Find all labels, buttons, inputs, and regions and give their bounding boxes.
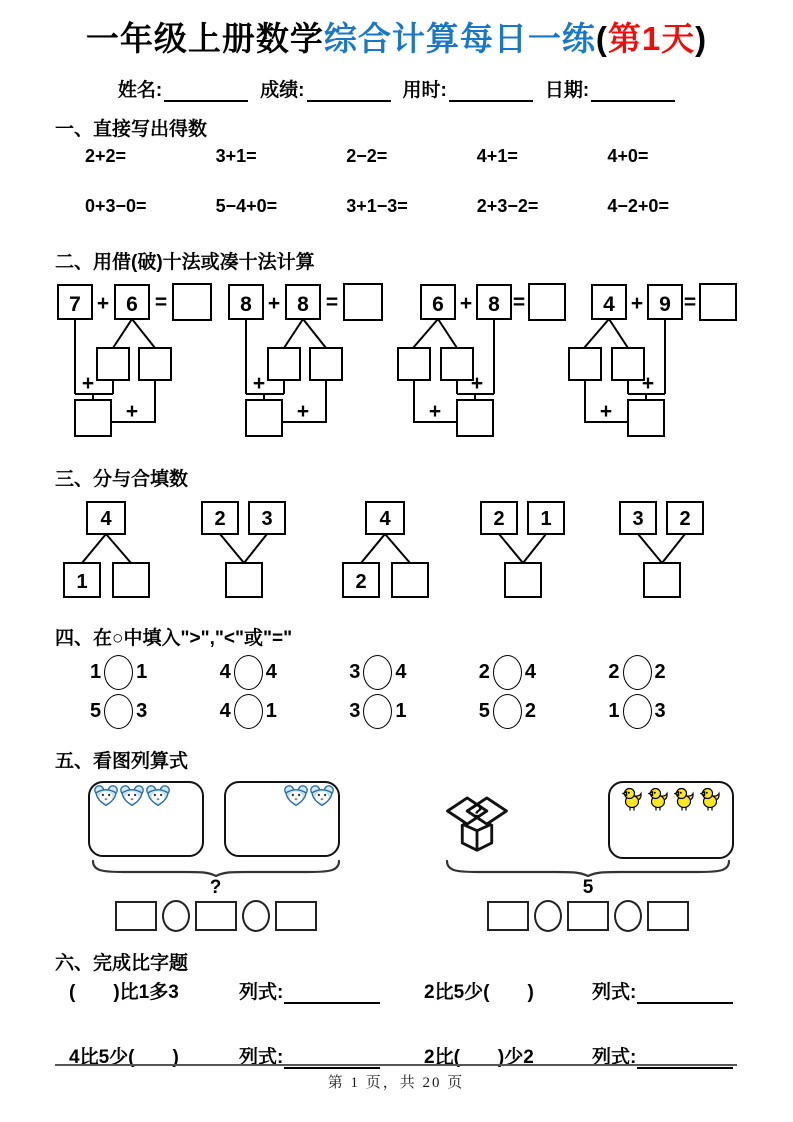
plus-sign: + [630,291,644,315]
sum-box [246,400,282,436]
equation-field [239,977,424,1004]
name-blank [164,80,248,102]
answer-box [113,563,149,597]
equation-operator-circle [614,900,642,932]
right-number: 1 [265,699,277,722]
title-paren-open: ( [595,20,608,57]
sum-box [628,400,664,436]
left-number: 5 [478,699,490,722]
chick-icon [700,787,720,811]
expression: 4+0= [607,145,649,166]
section5-heading: 五、看图列算式 [55,750,189,772]
answer-circle [104,694,133,729]
split-box [612,348,644,380]
section3-diagrams [55,499,738,601]
compare-question: 2比( )少2 [424,1046,534,1068]
chick-icon [648,787,668,811]
split-box [310,348,342,380]
comparison-item [479,654,609,691]
top-right-number: 2 [679,507,691,530]
plus-sign: + [96,291,110,315]
answer-box [226,563,262,597]
combine-lines [638,534,685,563]
left-number: 1 [608,699,620,722]
left-number: 2 [608,660,620,683]
lieshi-blank [637,984,733,1004]
date-blank [591,80,675,102]
addend-b: 8 [488,292,500,316]
equals-sign: = [325,290,339,314]
box-question-mark: ? [471,800,483,823]
section4-row-1 [55,654,738,691]
equation-operator-circle [162,900,190,932]
page-number: 第 1 页，共 20 页 [327,1075,465,1091]
compare-question: 4比5少( ) [69,1046,179,1068]
lieshi-label: 列式: [592,1046,637,1068]
expression: 0+3−0= [85,195,147,216]
section2-heading: 二、用借(破)十法或凑十法计算 [55,251,315,273]
compare-question: ( )比1多3 [69,981,179,1003]
mouse-icon [119,785,145,807]
brace-label: 5 [582,876,594,898]
date-label: 日期: [544,79,590,101]
section1-row-2 [55,196,738,217]
right-number: 1 [395,699,407,722]
equals-sign: = [512,290,526,314]
addend-b: 9 [659,292,671,316]
combine-diagram-1 [195,499,300,601]
split-lines [361,534,410,563]
addend-a: 8 [240,292,252,316]
picture-problem-chicks [442,781,734,932]
right-number: 2 [654,660,666,683]
bottom-left-number: 2 [355,570,367,593]
split-box [139,348,171,380]
comparison-item [608,693,738,730]
top-right-number: 1 [539,507,552,530]
score-field [260,75,390,102]
answer-circle [363,655,392,690]
answer-box [173,284,211,320]
mice-box-2 [224,781,340,857]
right-number: 4 [524,660,537,683]
combine-lines [499,534,546,563]
curly-brace-icon [444,859,732,877]
section4-heading: 四、在○中填入">","<"或"=" [55,627,293,649]
section5-pictures [55,781,738,932]
chick-icon [622,787,642,811]
section4-row-2 [55,693,738,730]
top-left-number: 2 [213,507,226,530]
equation-number-box [275,901,317,931]
answer-circle [234,655,263,690]
brace [442,859,734,877]
expression: 5−4+0= [215,195,278,216]
sum-box [457,400,493,436]
right-number: 2 [524,699,537,722]
split-diagram-1 [55,499,160,601]
lieshi-label: 列式: [239,981,284,1003]
bottom-left-number: 1 [76,570,88,593]
title-red-day: 第1天 [607,20,696,57]
plus-sign: + [296,399,310,423]
time-label: 用时: [402,79,447,101]
combine-diagram-3 [613,499,718,601]
chick-box [608,781,734,859]
compare-question: 2比5少( ) [424,981,534,1003]
method-diagram-1 [55,282,225,442]
right-number: 4 [395,660,407,683]
info-line [55,75,738,102]
comparison-item [220,654,350,691]
answer-circle [104,655,133,690]
mouse-icon [93,785,119,807]
chick-icon [674,787,694,811]
picture-problem-mice [88,781,343,932]
brace-label: ? [209,876,222,898]
answer-box [644,563,680,597]
equation-operator-circle [242,900,270,932]
score-label: 成绩: [260,79,305,101]
method-diagram-3 [397,282,567,442]
plus-sign: + [252,371,266,395]
left-number: 4 [219,699,231,722]
answer-box [344,284,382,320]
split-lines [113,319,155,348]
equation-operator-circle [534,900,562,932]
mouse-icon [309,785,335,807]
split-diagram-2 [334,499,439,601]
split-lines [82,534,131,563]
answer-circle [623,655,652,690]
lieshi-label: 列式: [592,981,637,1003]
comparison-item [220,693,350,730]
mice-boxes [88,781,343,859]
title-black-prefix: 一年级上册数学 [85,20,324,57]
answer-box [700,284,736,320]
section2-diagrams [55,282,738,442]
right-number: 4 [265,660,277,683]
comparison-item [90,654,220,691]
answer-circle [493,694,522,729]
page-title [55,18,738,61]
answer-box [529,284,565,320]
date-field [545,75,675,102]
addend-b: 8 [297,292,309,316]
top-right-number: 3 [260,507,273,530]
page-footer [55,1064,737,1092]
lieshi-blank [284,984,380,1004]
plus-sign: + [641,371,655,395]
plus-sign: + [470,371,484,395]
curly-brace-icon [90,859,342,877]
split-lines [584,319,628,348]
left-number: 4 [219,660,231,683]
combine-diagram-2 [474,499,579,601]
expression: 2+3−2= [476,195,539,216]
answer-circle [493,655,522,690]
addend-b: 6 [126,292,138,316]
section1-heading: 一、直接写出得数 [55,118,208,140]
expression: 3+1= [215,145,257,166]
comparison-item [349,693,479,730]
plus-sign: + [125,399,139,423]
top-left-number: 2 [492,507,505,530]
section3-heading: 三、分与合填数 [55,468,189,490]
comparison-item [349,654,479,691]
combine-lines [220,534,267,563]
mice-group [283,785,335,853]
top-number: 4 [100,507,112,530]
addend-a: 7 [69,292,81,316]
plus-sign: + [428,399,442,423]
split-box [441,348,473,380]
plus-sign: + [81,371,95,395]
plus-sign: + [599,399,613,423]
left-number: 3 [349,699,361,722]
name-field [118,75,248,102]
chick-row [442,781,734,859]
title-paren-close: ) [695,20,708,57]
answer-circle [363,694,392,729]
top-number: 4 [379,507,391,530]
comparison-item [608,654,738,691]
sum-box [75,400,111,436]
expression: 3+1−3= [346,195,408,216]
equation-number-box [115,901,157,931]
left-number: 2 [478,660,490,683]
lieshi-label: 列式: [239,1046,284,1068]
right-number: 1 [136,660,148,683]
equation-number-box [195,901,237,931]
comparison-item [479,693,609,730]
mouse-icon [283,785,309,807]
method-diagram-4 [568,282,738,442]
left-number: 1 [90,660,102,683]
split-box [268,348,300,380]
equals-sign: = [154,290,168,314]
expression: 2−2= [346,145,388,166]
section6-row-1 [55,977,738,1004]
split-box [97,348,129,380]
top-left-number: 3 [632,507,644,530]
brace [88,859,343,877]
answer-box [505,563,541,597]
answer-circle [623,694,652,729]
equals-sign: = [683,290,697,314]
left-number: 5 [90,699,102,722]
answer-circle [234,694,263,729]
equation-number-box [567,901,609,931]
equation-template [442,900,734,932]
expression: 4+1= [476,145,518,166]
equation-number-box [647,901,689,931]
equation-template [88,900,343,932]
split-lines [413,319,457,348]
split-box [569,348,601,380]
plus-sign: + [459,291,473,315]
addend-a: 4 [603,292,615,316]
right-number: 3 [136,699,148,722]
time-field [403,75,533,102]
mouse-icon [145,785,171,807]
expression: 2+2= [85,145,127,166]
score-blank [307,80,391,102]
comparison-item [90,693,220,730]
answer-box [392,563,428,597]
section6-heading: 六、完成比字题 [55,952,189,974]
name-label: 姓名: [117,79,163,101]
open-box-icon [442,784,512,856]
addend-a: 6 [432,292,444,316]
method-diagram-2 [226,282,396,442]
expression: 4−2+0= [607,195,669,216]
section1-row-1 [55,146,738,167]
split-box [398,348,430,380]
split-lines [284,319,326,348]
equation-number-box [487,901,529,931]
title-blue-middle: 综合计算每日一练 [323,20,596,57]
time-blank [449,80,533,102]
left-number: 3 [349,660,361,683]
equation-field [592,977,738,1004]
plus-sign: + [267,291,281,315]
mice-group [93,785,171,853]
right-number: 3 [654,699,666,722]
mice-box-1 [88,781,204,857]
